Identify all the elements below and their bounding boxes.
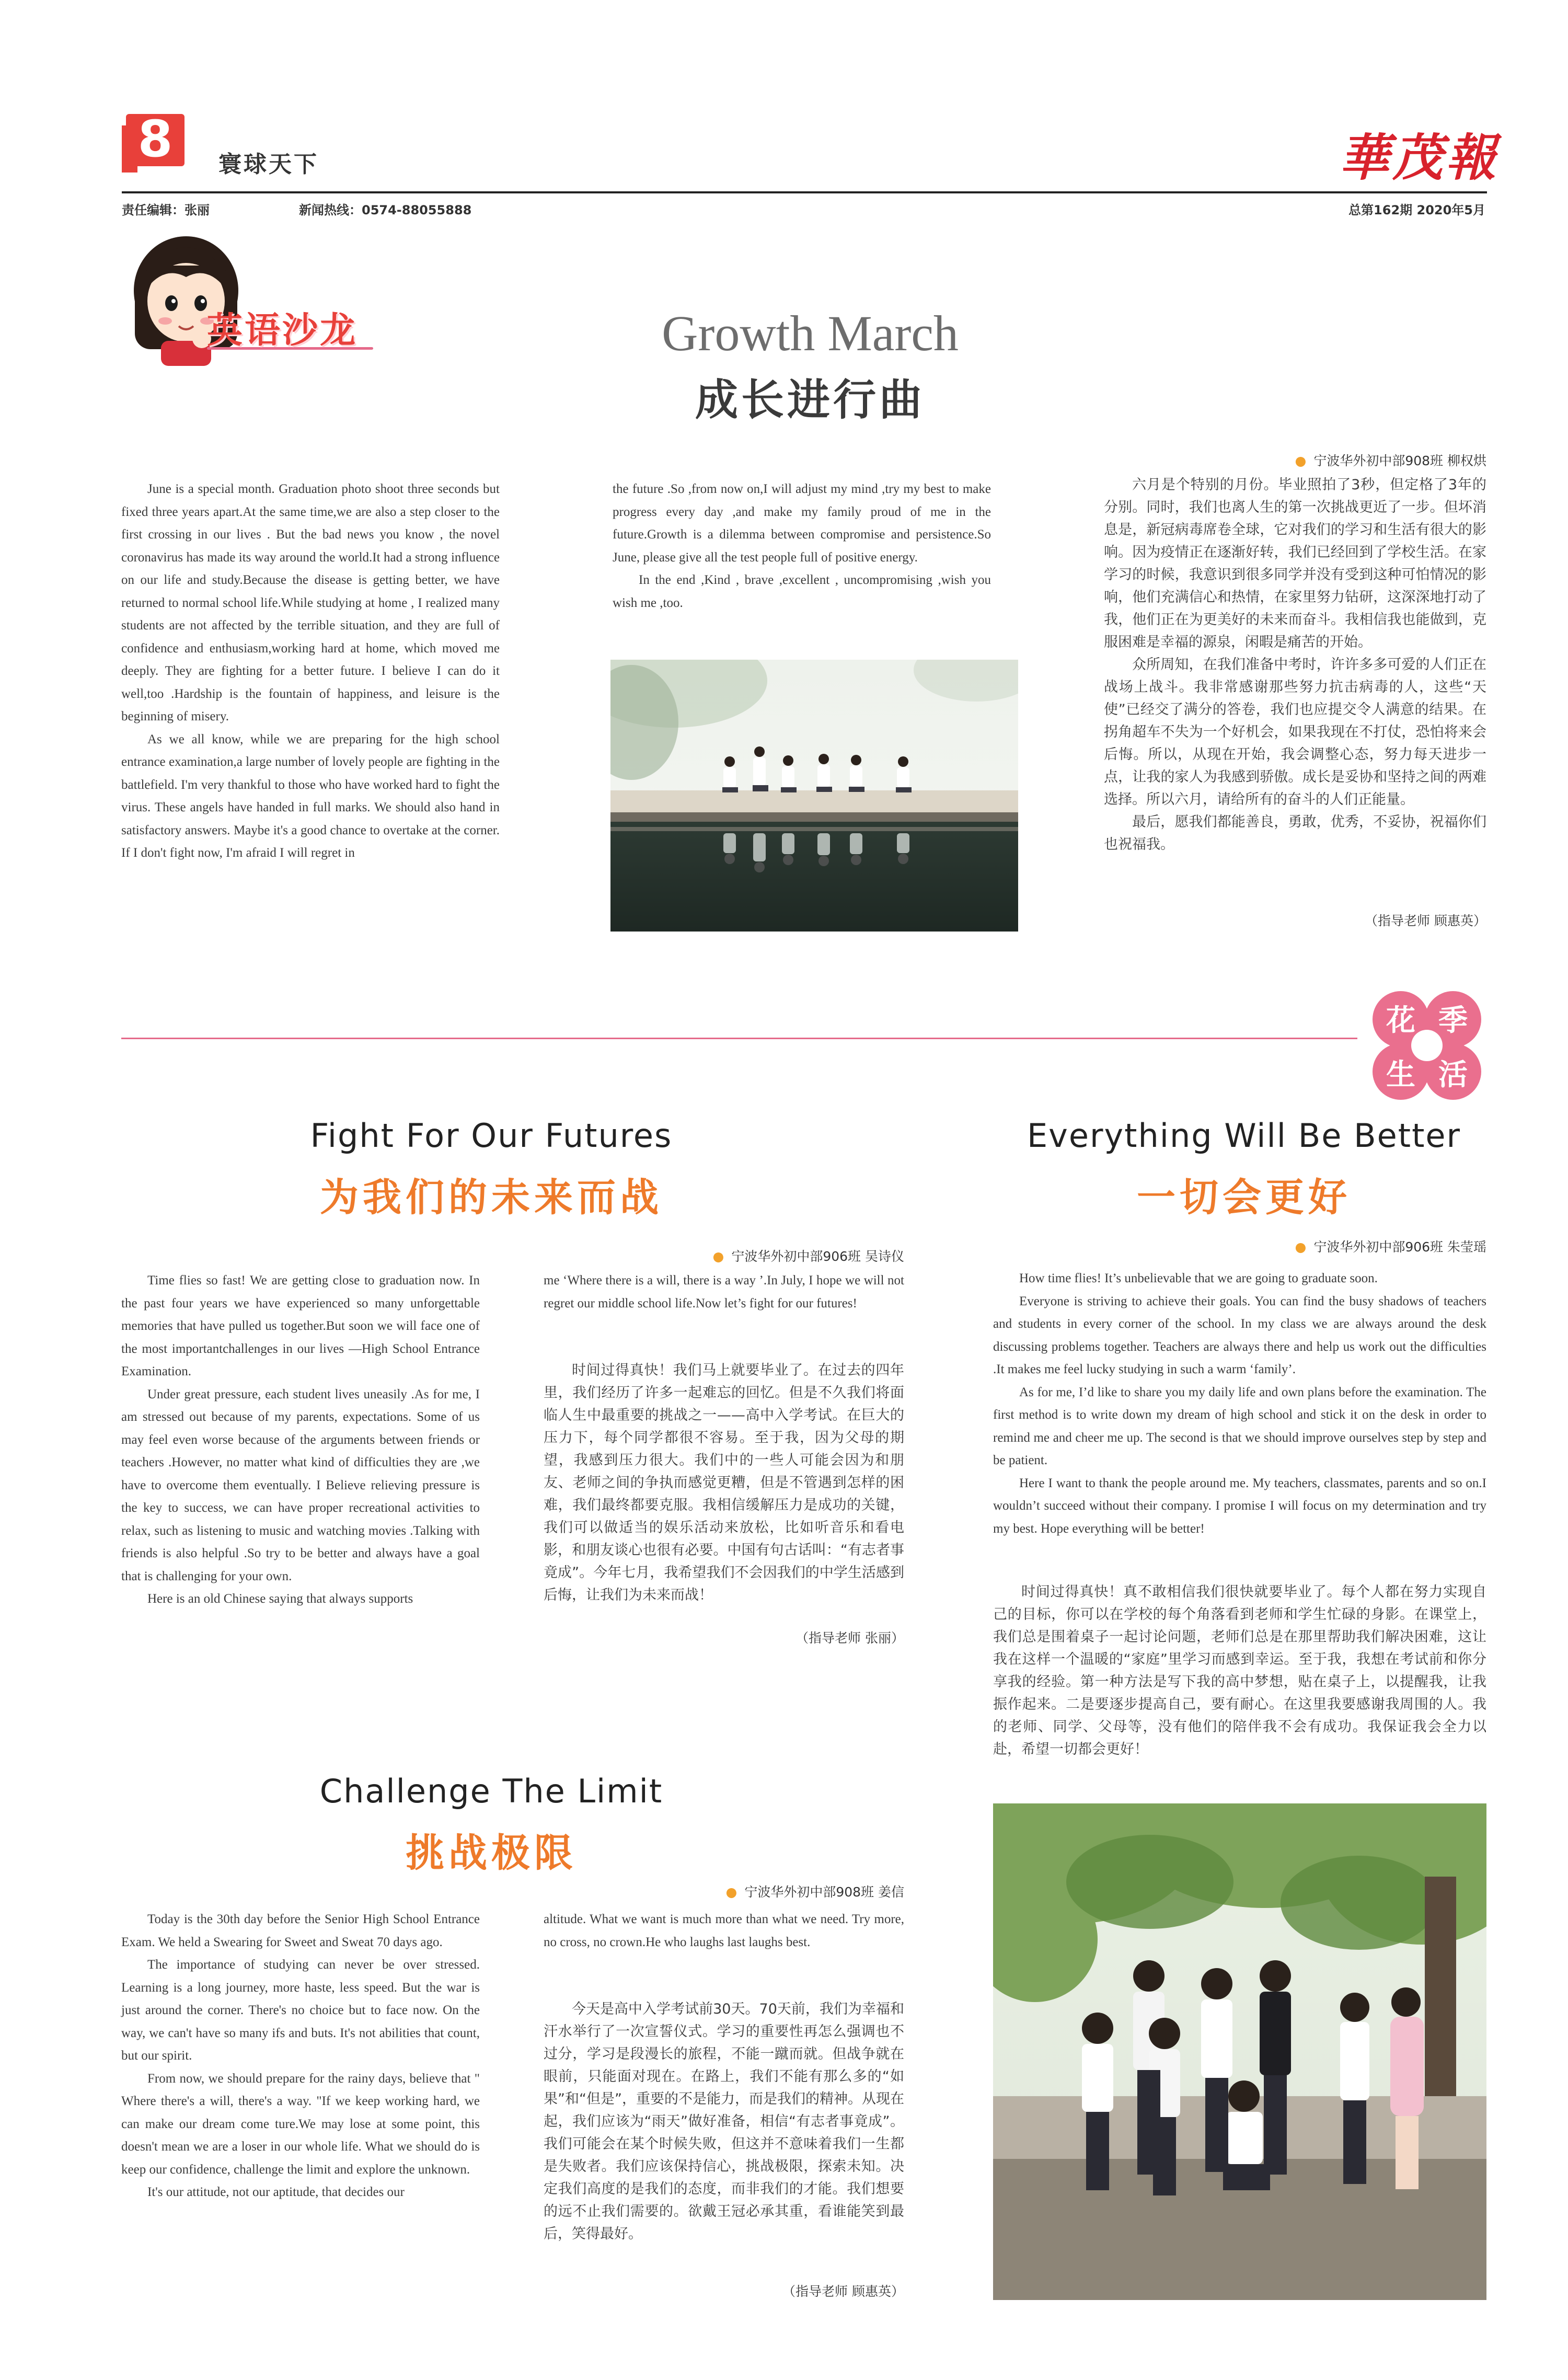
article4-en-col1 [121,1908,480,2204]
article1-byline: ● 宁波华外初中部908班 柳权烘 [1295,453,1486,468]
flower-badge-char: 季 [1438,1004,1468,1038]
article4-zh [544,1998,904,2245]
article1-title-zh: 成长进行曲 [695,375,925,425]
article1-en-col2 [613,478,991,614]
paragraph: From now, we should prepare for the rainy days, believe that " Where there's a will, there's a way. "If we keep working hard, we can make our dream come ture.We may lose at some point, this doesn't mean we are a loser in our whole life. What we should do is keep our confidence, challenge the limit and explore the unknown. [121,2071,480,2177]
article1-zh [1104,474,1486,856]
article4-teacher: （指导老师 顾惠英） [782,2284,904,2299]
paragraph: Here is an old Chinese saying that always supports [147,1592,413,1606]
paragraph: As for me, I’d like to share you my daily life and own plans before the examination. The first method is to write down my dream of high school and stick it on the desk in order to remind me and cheer me up. The second is that we should improve ourselves step by step and be patient. [993,1385,1486,1467]
paragraph: 时间过得真快！真不敢相信我们很快就要毕业了。每个人都在努力实现自己的目标，你可以在学校的每个角落看到老师和学生忙碌的身影。在课堂上，我们总是围着桌子一起讨论问题，老师们总是在那里帮助我们解决困难，这让我在这样一个温暖的“家庭”里学习而感到幸运。至于我，我想在考试前和你分享我的经验。第一种方法是写下我的高中梦想，贴在桌子上，以提醒我，让我振作起来。二是要逐步提高自己，要有耐心。在这里我要感谢我周围的人。我的老师、同学、父母等，没有他们的陪伴我不会有成功。我保证我会全力以赴，希望一切都会更好！ [993,1584,1486,1757]
flower-badge-char: 活 [1438,1058,1468,1092]
paragraph: The importance of studying can never be over stressed. Learning is a long journey, more haste, less speed. But the war is just around the corner. There's no choice but to face now. On the way, we can't have so many ifs and buts. It's not abilities that count, but our spirit. [121,1958,480,2063]
paragraph: Time flies so fast! We are getting close to graduation now. In the past four years we have experienced so many unforgettable memories that have pulled us together.But soon we will face one of the most importantchallenges in our lives —High School Entrance Examination. [121,1273,480,1378]
article4-en-col2 [544,1908,904,1953]
paragraph: As we all know, while we are preparing for the high school entrance examination,a large number of lovely people are fighting in the battlefield. I'm very thankful to those who have worked hard to fight the virus. These angels have handed in full marks. We should also hand in satisfactory answers. Maybe it's a good chance to overtake at the corner. If I don't fight now, I'm afraid I will regret in [121,732,500,860]
article3-en [993,1267,1486,1540]
flower-badge [1368,987,1485,1104]
article4-title-zh: 挑战极限 [406,1831,577,1876]
bullet-dot-icon: ● [1295,1239,1307,1255]
article3-byline: ● 宁波华外初中部906班 朱莹瑶 [1295,1239,1486,1255]
article2-byline: ● 宁波华外初中部906班 吴诗仪 [712,1249,904,1264]
flower-badge-char: 花 [1386,1004,1415,1038]
bullet-dot-icon: ● [1295,453,1307,468]
paragraph: How time flies! It’s unbelievable that we are going to graduate soon. [1019,1271,1378,1285]
paragraph: altitude. What we want is much more than what we need. Try more, no cross, no crown.He who laughs last laughs best. [544,1912,904,1949]
page-number-badge [122,110,185,173]
header-rule [122,191,1487,193]
article4-title-en: Challenge The Limit [319,1772,663,1810]
paragraph: me ‘Where there is a will, there is a way ’.In July, I hope we will not regret our middle school life.Now let’s fight for our futures! [544,1273,904,1310]
article2-en-col2 [544,1269,904,1315]
paragraph: Today is the 30th day before the Senior High School Entrance Exam. We held a Swearing for Sweet and Sweat 70 days ago. [121,1912,480,1949]
paragraph: the future .So ,from now on,I will adjust my mind ,try my best to make progress every day ,and make my family proud of me in the future.Growth is a dilemma between compromise and persistence.So June, please give all the test people full of positive energy. [613,482,991,565]
masthead: 華茂報 [1339,128,1499,187]
article1-teacher: （指导老师 顾惠英） [1365,913,1486,928]
paragraph: Here I want to thank the people around me. My teachers, classmates, parents and so on.I wouldn’t succeed without their company. I promise I will focus on my determination and try my best. Hope everything will be better! [993,1476,1486,1536]
paragraph: 六月是个特别的月份。毕业照拍了3秒，但定格了3年的分别。同时，我们也离人生的第一次挑战更近了一步。但坏消息是，新冠病毒席卷全球，它对我们的学习和生活有很大的影响。因为疫情正在逐渐好转，我们已经回到了学校生活。在家学习的时候，我意识到很多同学并没有受到这种可怕情况的影响，他们充满信心和热情，在家里努力钻研，这深深地打动了我，他们正在为更美好的未来而奋斗。我相信我也能做到，克服困难是幸福的源泉，闲暇是痛苦的开始。 [1104,477,1486,650]
paragraph: 时间过得真快！我们马上就要毕业了。在过去的四年里，我们经历了许多一起难忘的回忆。但是不久我们将面临人生中最重要的挑战之一——高中入学考试。在巨大的压力下，每个同学都很不容易。至于我，因为父母的期望，我感到压力很大。我们中的一些人可能会因为和朋友、老师之间的争执而感觉更糟，但是不管遇到怎样的困难，我们最终都要克服。我相信缓解压力是成功的关键，我们可以做适当的娱乐活动来放松，比如听音乐和看电影，和朋友谈心也很有必要。中国有句古话叫：“有志者事竟成”。今年七月，我希望我们不会因我们的中学生活感到后悔，让我们为未来而战！ [544,1362,904,1603]
article1-title-en: Growth March [662,305,959,361]
article3-title-en: Everything Will Be Better [1027,1117,1461,1155]
page-number: 8 [137,110,173,168]
article2-en-col1 [121,1269,480,1611]
group-photo-tree [993,1803,1486,2300]
article2-title-en: Fight For Our Futures [310,1117,673,1155]
issue-info: 总第162期 2020年5月 [1348,203,1485,217]
paragraph: 众所周知，在我们准备中考时，许许多多可爱的人们正在战场上战斗。我非常感谢那些努力抗击病毒的人，这些“天使”已经交了满分的答卷，我们也应提交令人满意的结果。在拐角超车不失为一个好机会，如果我现在不打仗，恐怕将来会后悔。所以，从现在开始，我会调整心态，努力每天进步一点，让我的家人为我感到骄傲。成长是妥协和坚持之间的两难选择。所以六月，请给所有的奋斗的人们正能量。 [1104,657,1486,808]
paragraph: 最后，愿我们都能善良，勇敢，优秀，不妥协，祝福你们也祝福我。 [1104,814,1486,853]
section-title: 寰球天下 [218,151,319,178]
paragraph: 今天是高中入学考试前30天。70天前，我们为幸福和汗水举行了一次宣誓仪式。学习的重要性再怎么强调也不过分，学习是段漫长的旅程，不能一蹴而就。但战争就在眼前，只能面对现在。在路上，我们不能有那么多的“如果”和“但是”，重要的不是能力，而是我们的精神。从现在起，我们应该为“雨天”做好准备，相信“有志者事竟成”。我们可能会在某个时候失败，但这并不意味着我们一生都是失败者。我们应该保持信心，挑战极限，探索未知。决定我们高度的是我们的态度，而非我们的才能。我们想要的远不止我们需要的。欲戴王冠必承其重，看谁能笑到最后，笑得最好。 [544,2001,904,2242]
paragraph: Everyone is striving to achieve their goals. You can find the busy shadows of teachers and students in every corner of the school. In my class we are always around the desk discussing problems together. Teachers are always there and help us work out the difficulties .It makes me feel lucky studying in such a warm ‘family’. [993,1294,1486,1376]
article2-zh [544,1359,904,1606]
article2-title-zh: 为我们的未来而战 [320,1175,663,1220]
article2-teacher: （指导老师 张丽） [795,1630,904,1646]
article3-zh [993,1581,1486,1761]
paragraph: In the end ,Kind , brave ,excellent , uncompromising ,wish you wish me ,too. [613,573,991,610]
group-photo-ledge [610,660,1018,932]
paragraph: It's our attitude, not our aptitude, that decides our [147,2185,405,2199]
paragraph: Under great pressure, each student lives uneasily .As for me, I am stressed out because of my parents, expectations. Some of us may feel even worse because of the arguments between friends or teachers .However, no matter what kind of difficulties they are ,we have to overcome them eventually. I Believe relieving pressure is the key to success, we can have proper recreational activities to relax, such as listening to music and watching movies .Talking with friends is also helpful .So try to be better and always have a goal that is challenging for your own. [121,1387,480,1583]
article1-en-col1 [121,478,500,865]
bullet-dot-icon: ● [712,1249,724,1264]
editor-line: 责任编辑：张丽 [122,203,210,217]
section-divider [121,1038,1357,1039]
bullet-dot-icon: ● [725,1884,737,1900]
article3-title-zh: 一切会更好 [1137,1175,1351,1220]
flower-badge-char: 生 [1386,1058,1415,1092]
hotline: 新闻热线：0574-88055888 [299,203,472,217]
paragraph: June is a special month. Graduation photo shoot three seconds but fixed three years apart.At the same time,we are also a step closer to the first crossing in our lives . But the bad news you know , the novel coronavirus has made its way around the world.It had a strong influence on our life and study.Because the disease is getting better, we have returned to normal school life.While studying at home , I realized many students are not affected by the terrible situation, and they are full of confidence and enthusiasm,working hard at home, which moved me deeply. They are fighting for a better future. I believe I can do it well,too .Hardship is the fountain of happiness, and leisure is the beginning of misery. [121,482,500,723]
article4-byline: ● 宁波华外初中部908班 姜信 [725,1884,904,1900]
column-badge: 英语沙龙 [207,310,358,351]
